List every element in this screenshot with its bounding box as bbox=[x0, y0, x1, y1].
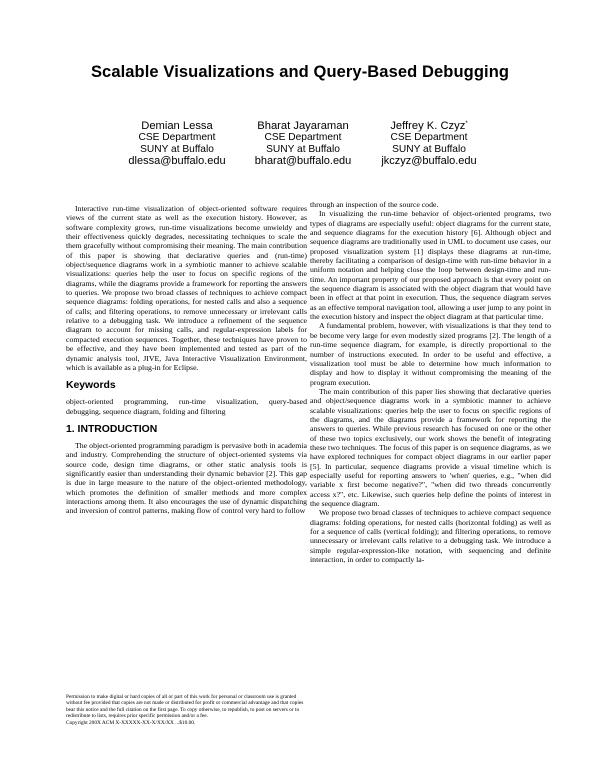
introduction-heading: 1. INTRODUCTION bbox=[66, 423, 158, 435]
left-column bbox=[66, 204, 307, 516]
author-name: Bharat Jayaraman bbox=[257, 120, 349, 132]
keywords-text: object-oriented programming, run-time visualization, query-based debugging, sequence diagram, folding and filtering bbox=[66, 397, 307, 416]
author-email: dlessa@buffalo.edu bbox=[128, 155, 226, 168]
paragraph: The main contribution of this paper lies showing that declarative queries and object/sequence diagrams work in a symbiotic manner to achieve scalable visualizations: queries help the user to focus on specific regions of the diagrams, and the diagrams provide a framework for reporting the answers to queries. While previous research has focused on one or the other of these two topics exclusively, our work shows the benefit of integrating these two techniques. The focus of this paper is on sequence diagrams, as we have explored techniques for compact object diagrams in our earlier paper [5]. In particular, sequence diagrams provide a visual timeline which is especially useful for reporting answers to 'when' queries, e.g., "when did variable x first become negative?", "when did two threads concurrently access x?", etc. Likewise, such queries help define the points of interest in the sequence diagram. bbox=[310, 386, 551, 508]
author-affiliation: SUNY at Buffalo bbox=[392, 143, 466, 155]
paper-title: Scalable Visualizations and Query-Based Debugging bbox=[90, 63, 510, 81]
permission-text: Permission to make digital or hard copies of all or part of this work for personal or classroom use is granted without fee provided that copies are not made or distributed for profit or commercial advantage and that copies bear this notice and the full citation on the first page. To copy otherwise, to republish, to post on servers or to redistribute to lists, requires prior specific permission and/or a fee. bbox=[66, 694, 304, 720]
author-affiliation: SUNY at Buffalo bbox=[140, 143, 214, 155]
author-name: Demian Lessa bbox=[141, 120, 213, 132]
author-email: bharat@buffalo.edu bbox=[254, 155, 352, 168]
copyright-line: Copyright 200X ACM X-XXXXX-XX-X/XX/XX ...$10.00. bbox=[66, 719, 196, 726]
keywords-heading: Keywords bbox=[66, 380, 116, 392]
permission-notice bbox=[66, 694, 307, 726]
right-column bbox=[310, 200, 551, 564]
paragraph: A fundamental problem, however, with visualizations is that they tend to be become very large for even modestly sized programs [2]. The length of a run-time sequence diagram, for example, is directly proportional to the number of instructions executed. In order to be useful and effective, a visualization tool must be able to determine how much information to display and how to display it without compromising the meaning of the program execution. bbox=[310, 321, 551, 387]
author-department: CSE Department bbox=[390, 132, 468, 143]
author-block-3 bbox=[344, 120, 514, 168]
author-affiliation: SUNY at Buffalo bbox=[266, 143, 340, 155]
author-department: CSE Department bbox=[264, 132, 342, 143]
footnote-mark: * bbox=[465, 121, 468, 127]
introduction-paragraph: The object-oriented programming paradigm is pervasive both in academia and industry. Comprehending the structure of object-oriented systems via source code, design time diagrams, or other static analysis tools is significantly easier than understanding their dynamic behavior [2]. This gap is due in large measure to the nature of the object-oriented methodology, which promotes the definition of smaller methods and more complex interactions among them. It also encourages the use of dynamic dispatching and inversion of control patterns, making flow of control very hard to follow bbox=[66, 440, 307, 516]
author-department: CSE Department bbox=[138, 132, 216, 143]
paragraph-continuation: through an inspection of the source code. bbox=[310, 200, 439, 209]
author-email: jkczyz@buffalo.edu bbox=[381, 155, 477, 168]
abstract-text: Interactive run-time visualization of object-oriented software requires views of the current state as well as the execution history. However, as software complexity grows, run-time visualizations become unwieldy and their effectiveness quickly degrades, necessitating techniques to scale the them gracefully without compromising their meaning. The main contribution of this paper is showing that declarative queries and (run-time) object/sequence diagrams work in a symbiotic manner to achieve scalable visualizations: queries help the user to focus on specific regions of the diagrams, while the diagrams provide a framework for reporting the answers to queries. We propose two broad classes of techniques to achieve compact sequence diagrams: folding operations, for nested calls and also a sequence of calls; and filtering operations, to remove unnecessary or irrelevant calls relative to a debugging task. We introduce a refinement of the sequence diagram to account for missing calls, and regular-expression labels for compacted execution sequences. Together, these techniques have proven to be effective, and they have been implemented and tested as part of the dynamic analysis tool, JIVE, Java Interactive Visualization Environment, which is available as a plug-in for Eclipse. bbox=[66, 204, 307, 372]
paragraph: We propose two broad classes of techniques to achieve compact sequence diagrams: folding operations, for nested calls (horizontal folding) as well as for a sequence of calls (vertical folding); and filtering operations, to remove unnecessary or irrelevant calls relative to a debugging task. We introduce a simple regular-expression-like notation, with sequencing and definite interaction, in order to compactly la- bbox=[310, 508, 551, 565]
paragraph: In visualizing the run-time behavior of object-oriented programs, two types of diagrams are especially useful: object diagrams for the current state, and sequence diagrams for the execution history [6]. Although object and sequence diagrams are traditionally used in UML to document use cases, our proposed visualization system [1] displays these diagrams at run-time, thereby facilitating a comparison of design-time with run-time behavior in a uniform notation and helping close the loop between design-time and run-time. An important property of our proposed approach is that every point on the sequence diagram is associated with the object diagram that would have been in effect at that point in execution. Thus, the sequence diagram serves as an effective temporal navigation tool, allowing a user jump to any point in the execution history and inspect the object diagram at that particular time. bbox=[310, 209, 551, 322]
author-name: Jeffrey K. Czyz* bbox=[390, 120, 468, 132]
